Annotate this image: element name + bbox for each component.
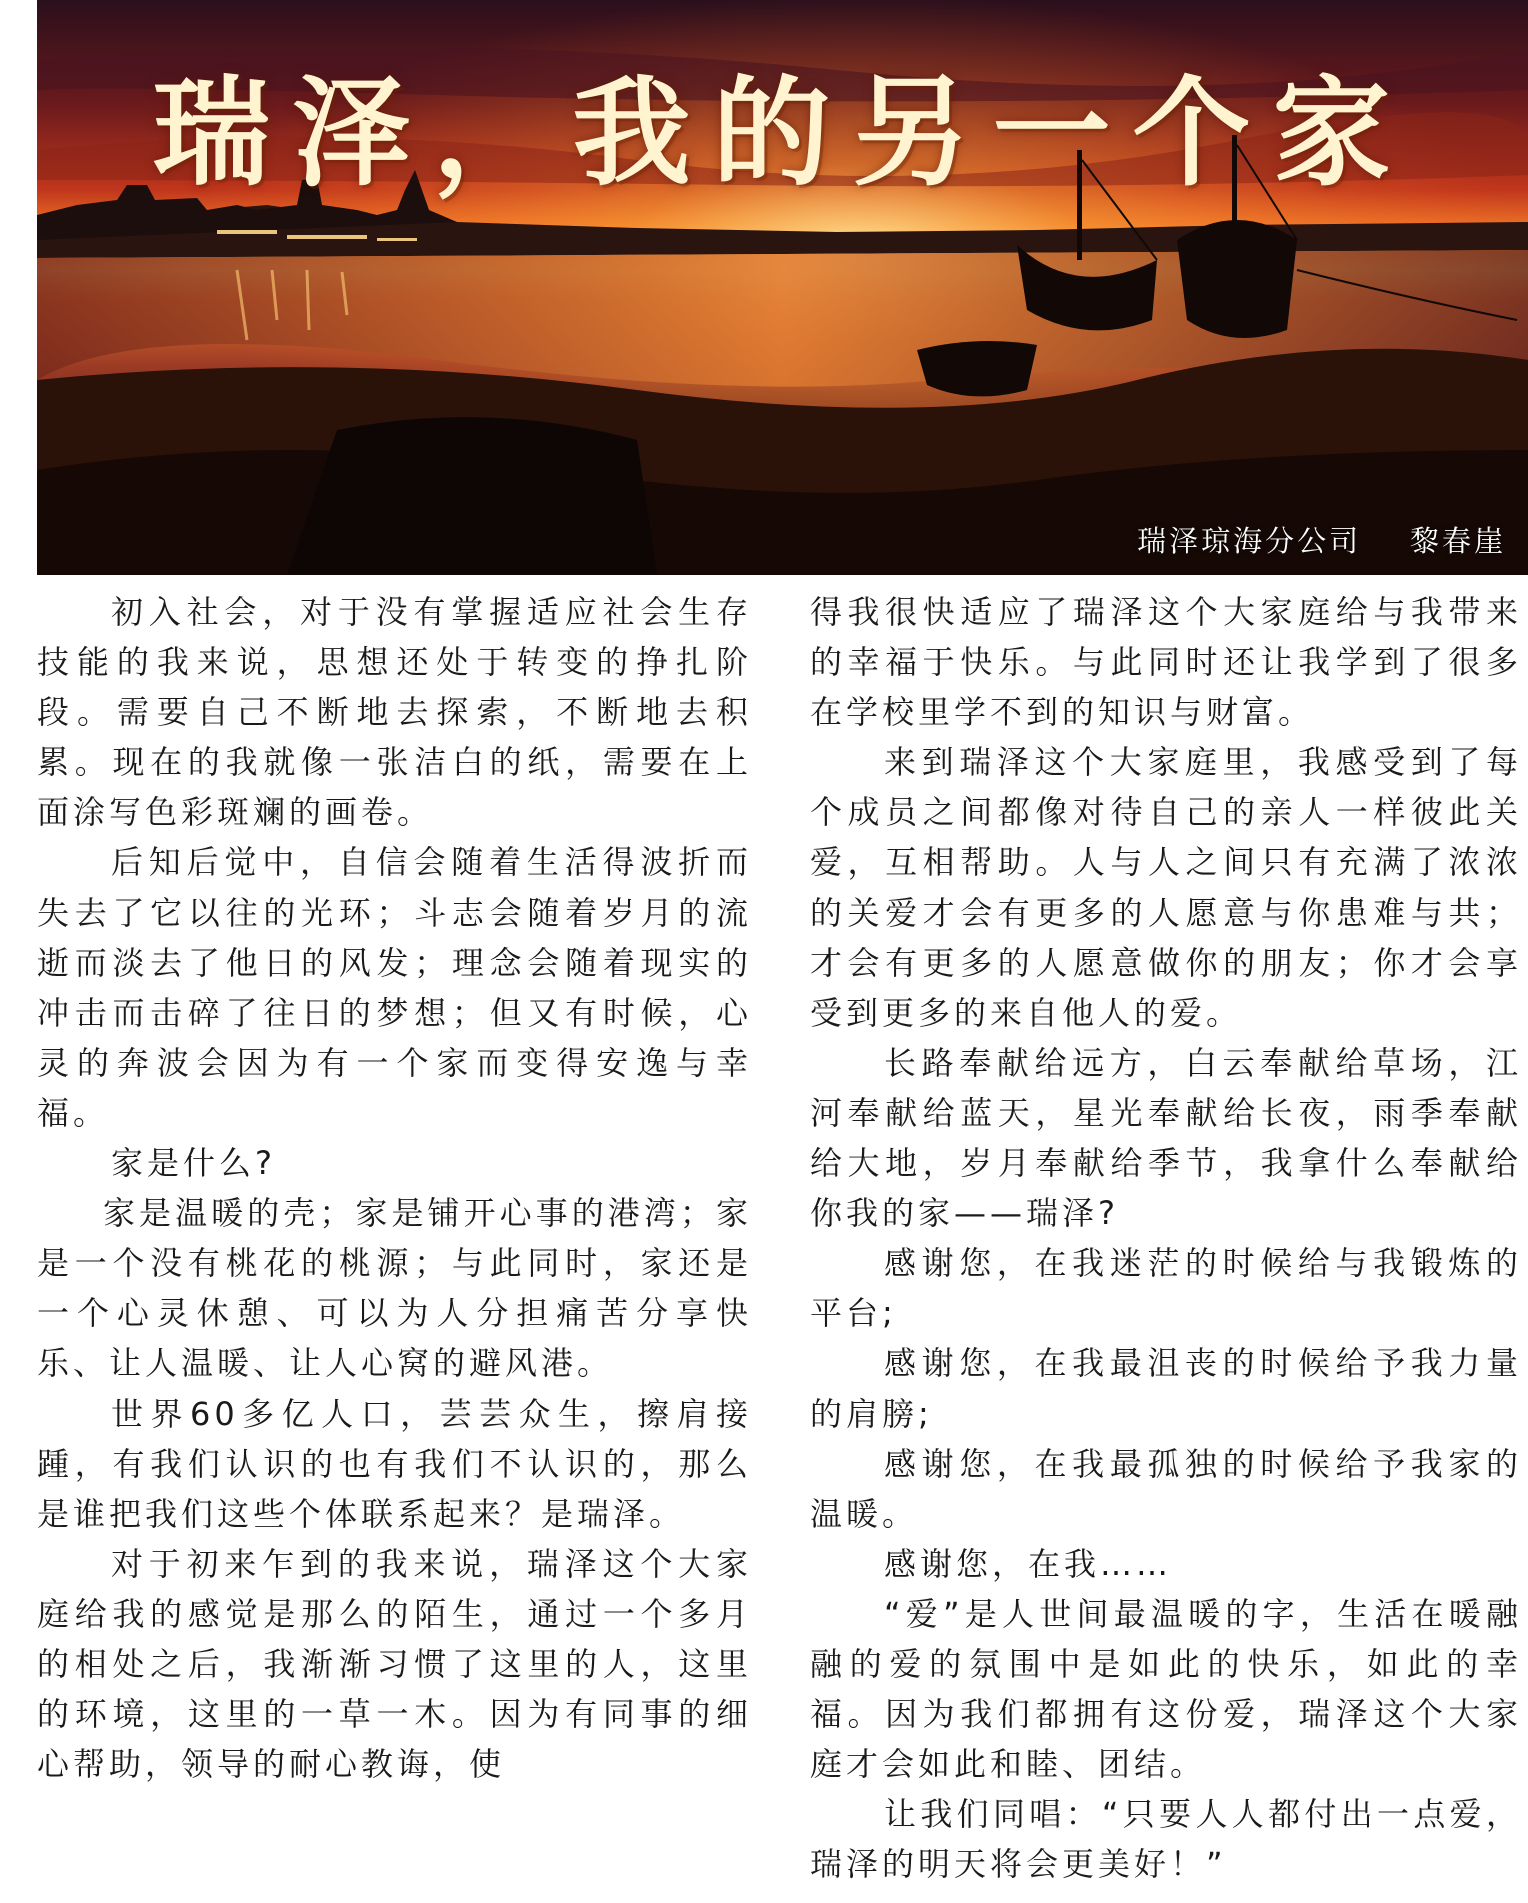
paragraph: “爱”是人世间最温暖的字，生活在暖融融的爱的氛围中是如此的快乐，如此的幸福。因为我们都拥有这份爱，瑞泽这个大家庭才会如此和睦、团结。 [810,1594,1522,1784]
paragraph: 后知后觉中，自信会随着生活得波折而失去了它以往的光环；斗志会随着岁月的流逝而淡去了他日的风发；理念会随着现实的冲击而击碎了往日的梦想；但又有时候，心灵的奔波会因为有一个家而变得安逸与幸福。 [37,843,752,1132]
paragraph: 感谢您，在我迷茫的时候给与我锻炼的平台; [810,1244,1522,1333]
headline-title: 瑞泽，我的另一个家 [152,63,1413,202]
paragraph: 感谢您，在我最沮丧的时候给予我力量的肩膀; [810,1344,1522,1433]
banner-photo [37,0,1528,575]
author-byline: 瑞泽琼海分公司 黎春崖 [1137,524,1506,558]
paragraph: 对于初来乍到的我来说，瑞泽这个大家庭给我的感觉是那么的陌生，通过一个多月的相处之后，我渐渐习惯了这里的人，这里的环境，这里的一草一木。因为有同事的细心帮助，领导的耐心教诲，使 [37,1544,752,1784]
paragraph: 世界60多亿人口，芸芸众生，擦肩接踵，有我们认识的也有我们不认识的，那么是谁把我们这些个体联系起来？是瑞泽。 [37,1394,752,1533]
paragraph: 感谢您，在我最孤独的时候给予我家的温暖。 [810,1444,1522,1533]
paragraph: 家是温暖的壳；家是铺开心事的港湾；家是一个没有桃花的桃源；与此同时，家还是一个心灵休憩、可以为人分担痛苦分享快乐、让人温暖、让人心窝的避风港。 [37,1194,752,1383]
paragraph: 长路奉献给远方，白云奉献给草场，江河奉献给蓝天，星光奉献给长夜，雨季奉献给大地，岁月奉献给季节，我拿什么奉献给你我的家——瑞泽? [810,1043,1522,1233]
paragraph: 来到瑞泽这个大家庭里，我感受到了每个成员之间都像对待自己的亲人一样彼此关爱，互相帮助。人与人之间只有充满了浓浓的关爱才会有更多的人愿意与你患难与共；才会有更多的人愿意做你的朋友；你才会享受到更多的来自他人的爱。 [810,743,1522,1032]
paragraph: 家是什么? [111,1144,276,1183]
paragraph: 初入社会，对于没有掌握适应社会生存技能的我来说，思想还处于转变的挣扎阶段。需要自己不断地去探索，不断地去积累。现在的我就像一张洁白的纸，需要在上面涂写色彩斑斓的画卷。 [37,593,752,832]
paragraph: 感谢您，在我…… [884,1544,1173,1583]
paragraph: 让我们同唱：“只要人人都付出一点爱，瑞泽的明天将会更美好！” [810,1795,1522,1884]
paragraph: 得我很快适应了瑞泽这个大家庭给与我带来的幸福于快乐。与此同时还让我学到了很多在学校里学不到的知识与财富。 [810,593,1522,732]
article-column-left [37,587,752,1789]
article-column-right [810,587,1522,1889]
